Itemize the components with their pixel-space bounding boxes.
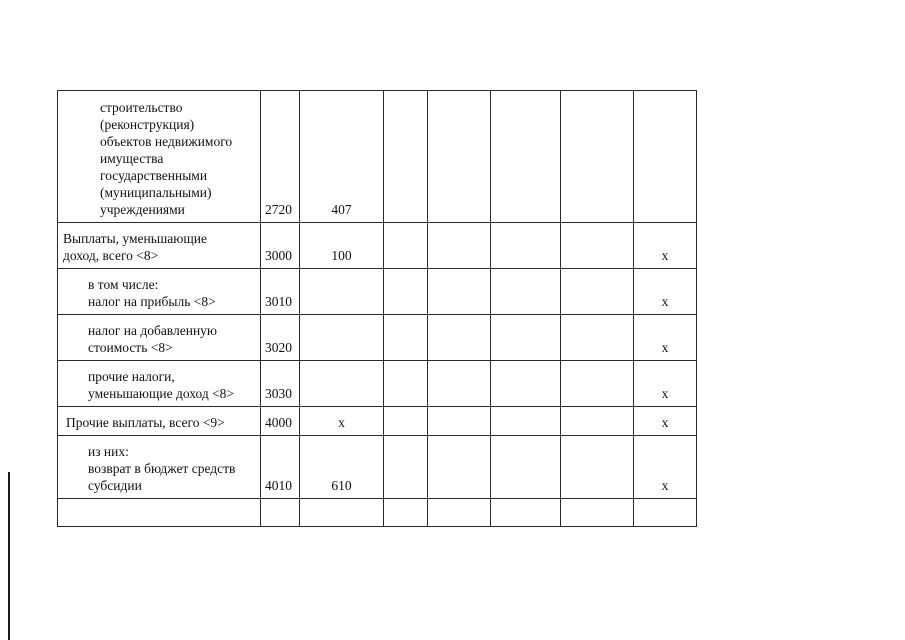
row-total-cell: x xyxy=(634,436,697,499)
row-total-cell: x xyxy=(634,407,697,436)
row-code-cell: 3000 xyxy=(261,223,300,269)
row-kosgu-cell: 407 xyxy=(300,91,384,223)
row-name-line: возврат в бюджет средств xyxy=(88,461,236,476)
empty-cell xyxy=(428,499,491,527)
empty-cell xyxy=(428,91,491,223)
empty-cell xyxy=(561,223,634,269)
row-code-cell: 4000 xyxy=(261,407,300,436)
table-row xyxy=(58,436,697,499)
row-kosgu-cell xyxy=(300,269,384,315)
row-code-cell: 2720 xyxy=(261,91,300,223)
row-name-line: доход, всего <8> xyxy=(63,248,159,263)
empty-cell xyxy=(428,269,491,315)
row-name-line: в том числе: xyxy=(88,277,159,292)
row-kosgu-cell xyxy=(300,315,384,361)
row-code-cell: 3020 xyxy=(261,315,300,361)
row-total-cell: x xyxy=(634,223,697,269)
row-name-line: из них: xyxy=(88,444,129,459)
row-kosgu-cell: x xyxy=(300,407,384,436)
row-total-cell xyxy=(634,91,697,223)
empty-cell xyxy=(384,407,428,436)
empty-cell xyxy=(384,361,428,407)
empty-cell xyxy=(384,269,428,315)
scan-edge-mark xyxy=(8,472,10,640)
row-name-line: Прочие выплаты, всего <9> xyxy=(66,415,225,430)
empty-cell xyxy=(561,499,634,527)
row-code-cell: 4010 xyxy=(261,436,300,499)
row-code-cell: 3030 xyxy=(261,361,300,407)
empty-cell xyxy=(491,269,561,315)
empty-cell xyxy=(428,361,491,407)
row-code-cell: 3010 xyxy=(261,269,300,315)
row-kosgu-cell: 100 xyxy=(300,223,384,269)
empty-cell xyxy=(384,499,428,527)
row-name-line: учреждениями xyxy=(100,202,185,217)
row-name-line: уменьшающие доход <8> xyxy=(88,386,235,401)
row-name-line: строительство xyxy=(100,100,183,115)
row-name-cell xyxy=(58,361,261,407)
row-name-line: субсидии xyxy=(88,478,142,493)
row-name-line: Выплаты, уменьшающие xyxy=(63,231,207,246)
empty-cell xyxy=(384,91,428,223)
row-name-line: налог на прибыль <8> xyxy=(88,294,216,309)
empty-cell xyxy=(491,499,561,527)
empty-cell xyxy=(384,436,428,499)
row-name-cell xyxy=(58,315,261,361)
row-name-cell xyxy=(58,269,261,315)
empty-cell xyxy=(491,361,561,407)
table-row xyxy=(58,223,697,269)
empty-cell xyxy=(561,269,634,315)
table-row xyxy=(58,315,697,361)
empty-cell xyxy=(428,407,491,436)
empty-cell xyxy=(428,315,491,361)
row-name-line: государственными xyxy=(100,168,208,183)
row-name-cell xyxy=(58,91,261,223)
table-row xyxy=(58,91,697,223)
row-kosgu-cell: 610 xyxy=(300,436,384,499)
empty-cell xyxy=(491,407,561,436)
table-row xyxy=(58,269,697,315)
row-kosgu-cell xyxy=(300,361,384,407)
row-name-line: (реконструкция) xyxy=(100,117,195,132)
empty-cell xyxy=(384,223,428,269)
table-row xyxy=(58,361,697,407)
empty-cell xyxy=(561,315,634,361)
row-name-line: (муниципальными) xyxy=(100,185,212,200)
financial-plan-table xyxy=(57,90,697,527)
empty-cell xyxy=(261,499,300,527)
row-total-cell: x xyxy=(634,361,697,407)
empty-cell xyxy=(491,436,561,499)
empty-cell xyxy=(561,407,634,436)
row-name-line: имущества xyxy=(100,151,164,166)
row-name-line: объектов недвижимого xyxy=(100,134,233,149)
empty-cell xyxy=(491,315,561,361)
table-row xyxy=(58,407,697,436)
row-name-cell xyxy=(58,223,261,269)
row-name-line: налог на добавленную xyxy=(88,323,218,338)
row-total-cell: x xyxy=(634,315,697,361)
empty-cell xyxy=(561,91,634,223)
empty-cell xyxy=(634,499,697,527)
row-total-cell: x xyxy=(634,269,697,315)
empty-cell xyxy=(428,223,491,269)
empty-cell xyxy=(428,436,491,499)
empty-cell xyxy=(300,499,384,527)
row-name-cell xyxy=(58,436,261,499)
empty-cell xyxy=(58,499,261,527)
empty-cell xyxy=(561,436,634,499)
empty-cell xyxy=(491,91,561,223)
row-name-cell xyxy=(58,407,261,436)
table-row-empty xyxy=(58,499,697,527)
row-name-line: прочие налоги, xyxy=(88,369,175,384)
empty-cell xyxy=(384,315,428,361)
row-name-line: стоимость <8> xyxy=(88,340,173,355)
empty-cell xyxy=(561,361,634,407)
empty-cell xyxy=(491,223,561,269)
